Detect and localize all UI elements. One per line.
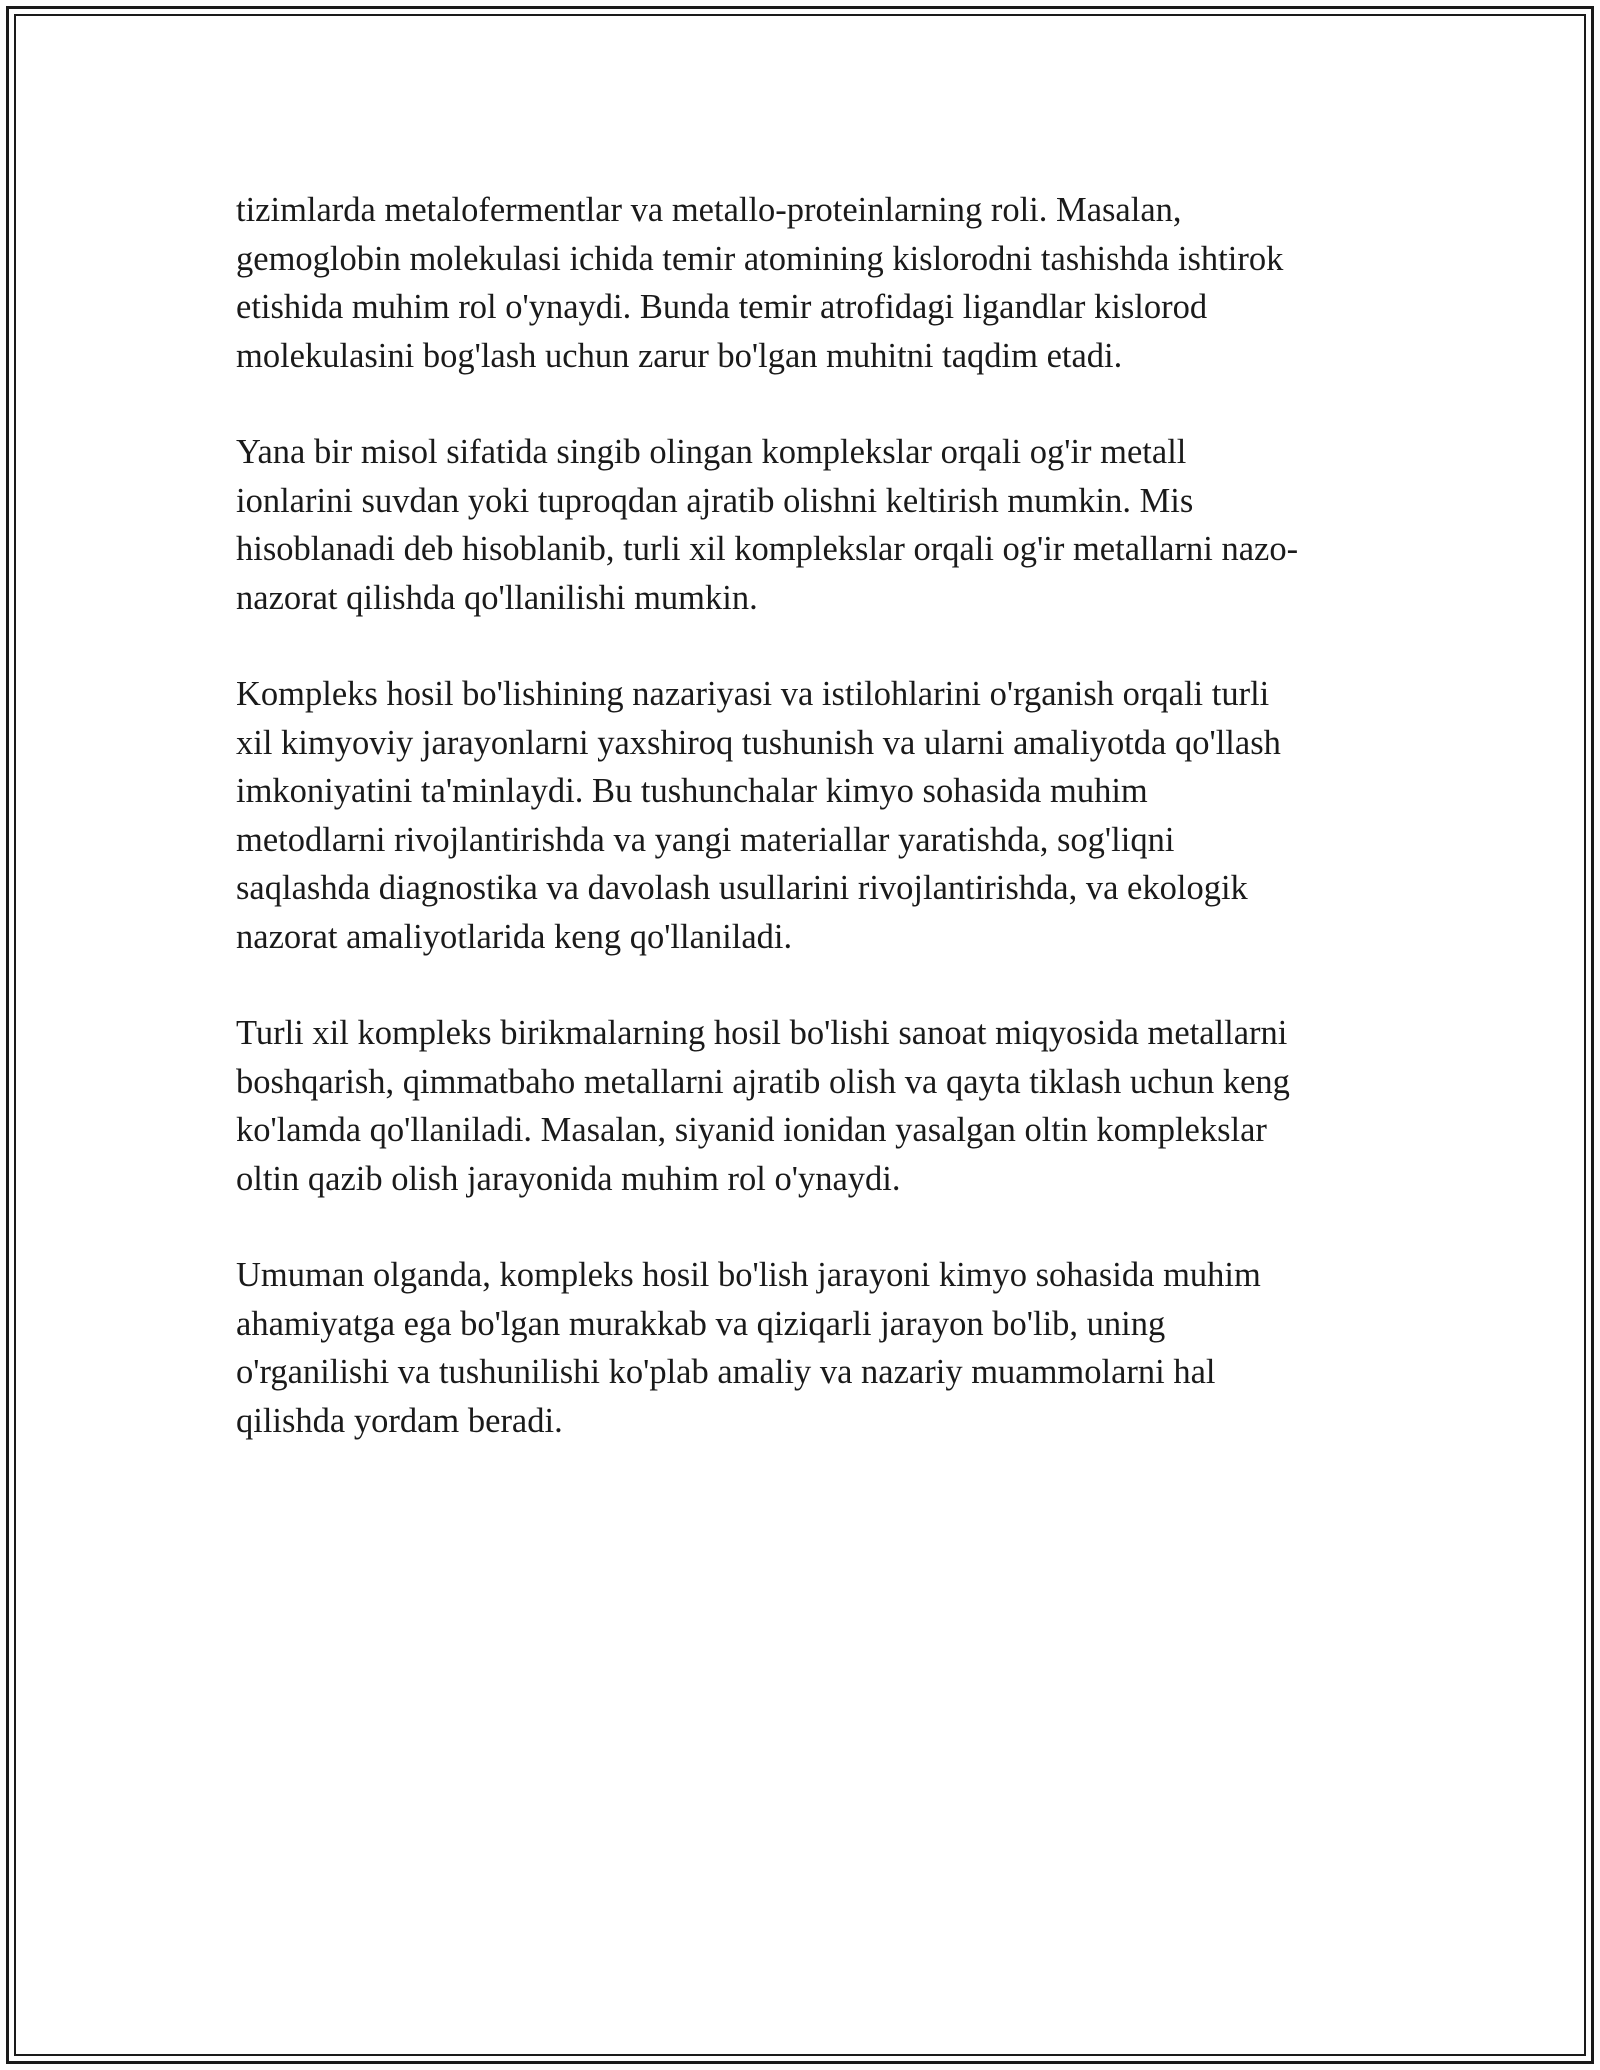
text-line: etishida muhim rol o'ynaydi. Bunda temir atrofidagi ligandlar kislorod [236, 288, 1208, 326]
text-line: gemoglobin molekulasi ichida temir atomining kislorodni tashishda ishtirok [236, 239, 1284, 278]
text-line: o'rganilishi va tushunilishi ko'plab amaliy va nazariy muammolarni hal [236, 1353, 1216, 1391]
text-line: oltin qazib olish jarayonida muhim rol o'ynaydi. [236, 1159, 901, 1198]
text-line: Turli xil kompleks birikmalarning hosil bo'lishi sanoat miqyosida metallarni [236, 1014, 1288, 1052]
text-line: saqlashda diagnostika va davolash usullarini rivojlantirishda, va ekologik [236, 869, 1248, 907]
text-line: molekulasini bog'lash uchun zarur bo'lgan muhitni taqdim etadi. [236, 336, 1123, 375]
text-line: nazorat qilishda qo'llanilishi mumkin. [236, 578, 758, 617]
paragraph-5 [236, 1251, 1376, 1445]
text-line: Kompleks hosil bo'lishining nazariyasi va istilohlarini o'rganish orqali turli [236, 675, 1270, 713]
text-line: Yana bir misol sifatida singib olingan komplekslar orqali og'ir metall [236, 433, 1187, 471]
text-line: ko'lamda qo'llaniladi. Masalan, siyanid ionidan yasalgan oltin komplekslar [236, 1111, 1267, 1149]
text-line: ionlarini suvdan yoki tuproqdan ajratib olishni keltirish mumkin. Mis [236, 481, 1194, 520]
text-line: imkoniyatini ta'minlaydi. Bu tushunchalar kimyo sohasida muhim [236, 772, 1148, 810]
paragraph-4 [236, 1009, 1376, 1203]
text-line: nazorat amaliyotlarida keng qo'llaniladi. [236, 917, 793, 956]
paragraph-1 [236, 186, 1376, 380]
text-line: ahamiyatga ega bo'lgan murakkab va qiziqarli jarayon bo'lib, uning [236, 1304, 1166, 1343]
paragraph-2 [236, 428, 1376, 622]
text-line: boshqarish, qimmatbaho metallarni ajratib olish va qayta tiklash uchun keng [236, 1062, 1290, 1101]
text-line: metodlarni rivojlantirishda va yangi materiallar yaratishda, sog'liqni [236, 820, 1175, 859]
text-line: hisoblanadi deb hisoblanib, turli xil komplekslar orqali og'ir metallarni nazo- [236, 530, 1299, 568]
text-line: xil kimyoviy jarayonlarni yaxshiroq tushunish va ularni amaliyotda qo'llash [236, 723, 1281, 762]
text-line: qilishda yordam beradi. [236, 1401, 563, 1440]
document-body [236, 186, 1376, 1493]
paragraph-3 [236, 670, 1376, 961]
text-line: Umuman olganda, kompleks hosil bo'lish jarayoni kimyo sohasida muhim [236, 1256, 1261, 1294]
text-line: tizimlarda metalofermentlar va metallo-proteinlarning roli. Masalan, [236, 191, 1182, 229]
